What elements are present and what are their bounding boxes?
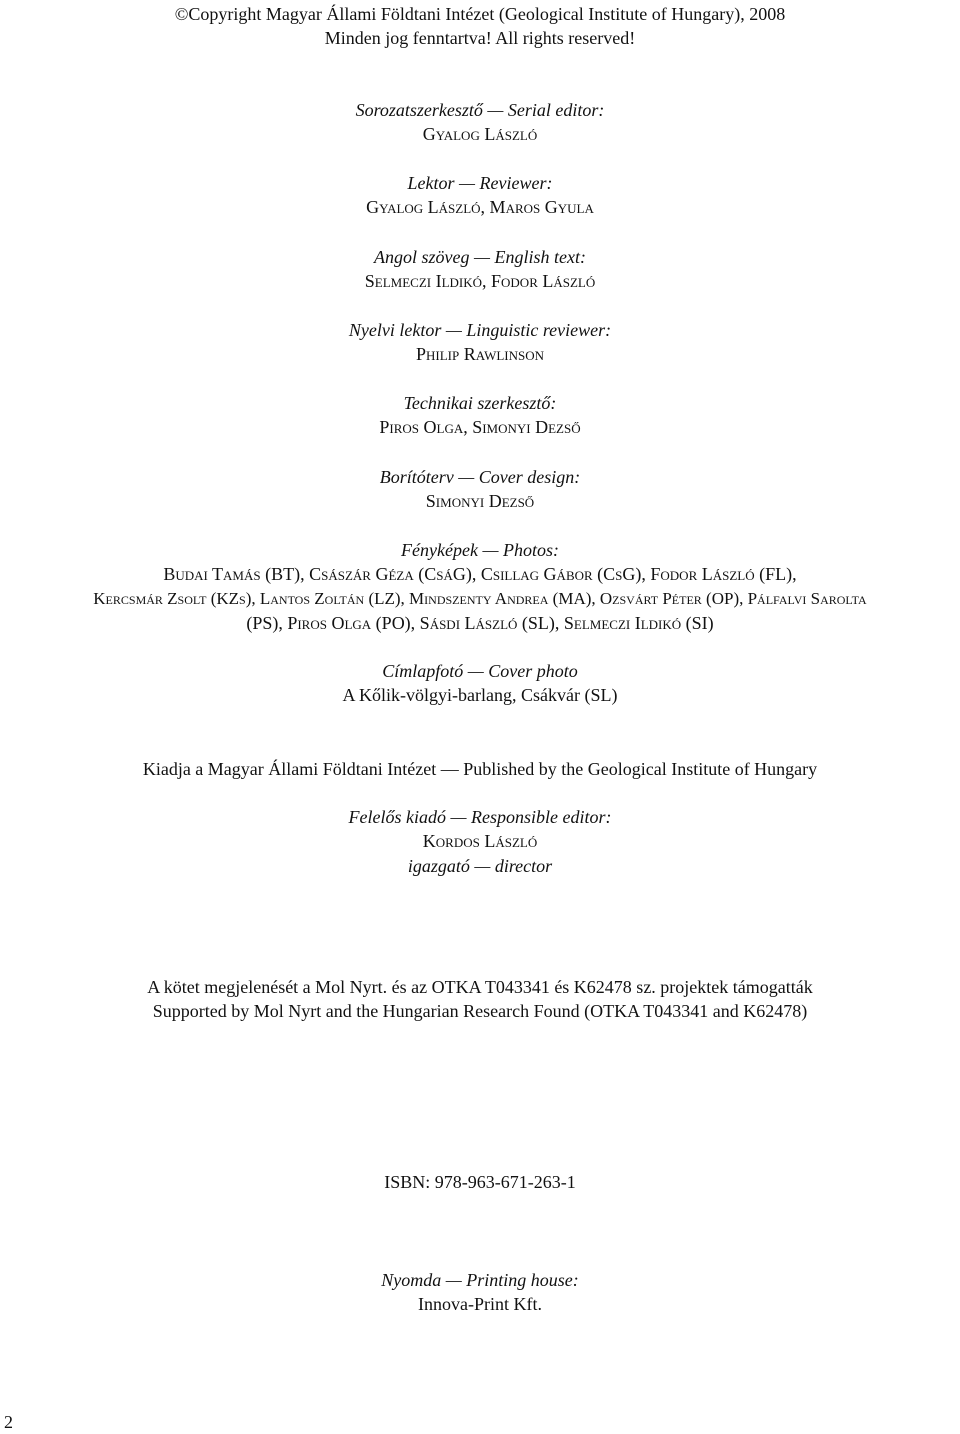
serial-editor-names: Gyalog László xyxy=(422,124,538,144)
english-text-role: Angol szöveg — English text: xyxy=(374,247,586,267)
cover-design-names: Simonyi Dezső xyxy=(425,491,535,511)
photos-names-line-3: (PS), Piros Olga (PO), Sásdi László (SL), Selmeczi Ildikó (SI) xyxy=(246,613,714,633)
photos-names-line-2: Kercsmár Zsolt (KZs), Lantos Zoltán (LZ), Mindszenty Andrea (MA), Ozsvárt Péter (OP), Pálfalvi Sarolta xyxy=(93,589,867,608)
technical-editor-names: Piros Olga, Simonyi Dezső xyxy=(379,417,581,437)
copyright-line-2: Minden jog fenntartva! All rights reserved! xyxy=(324,28,636,48)
printing-house-name: Innova-Print Kft. xyxy=(418,1294,542,1314)
linguistic-reviewer-role: Nyelvi lektor — Linguistic reviewer: xyxy=(348,320,612,340)
photos-role: Fényképek — Photos: xyxy=(401,540,559,560)
responsible-editor-name: Kordos László xyxy=(422,831,538,851)
page-number: 2 xyxy=(4,1412,13,1432)
publisher-line: Kiadja a Magyar Állami Földtani Intézet — Published by the Geological Institute of Hungary xyxy=(142,759,818,779)
responsible-editor-title: igazgató — director xyxy=(407,856,553,876)
linguistic-reviewer-names: Philip Rawlinson xyxy=(415,344,544,364)
printing-house-role: Nyomda — Printing house: xyxy=(381,1270,579,1290)
reviewer-names: Gyalog László, Maros Gyula xyxy=(366,197,594,217)
support-line-1: A kötet megjelenését a Mol Nyrt. és az OTKA T043341 és K62478 sz. projektek támogatták xyxy=(147,977,813,997)
cover-photo-caption: A Kőlik-völgyi-barlang, Csákvár (SL) xyxy=(342,685,618,705)
cover-photo-role: Címlapfotó — Cover photo xyxy=(382,661,578,681)
cover-design-role: Borítóterv — Cover design: xyxy=(379,467,581,487)
technical-editor-role: Technikai szerkesztő: xyxy=(403,393,557,413)
isbn: ISBN: 978-963-671-263-1 xyxy=(384,1172,576,1192)
photos-names-line-1: Budai Tamás (BT), Császár Géza (CsáG), Csillag Gábor (CsG), Fodor László (FL), xyxy=(163,564,797,584)
reviewer-role: Lektor — Reviewer: xyxy=(407,173,553,193)
support-line-2: Supported by Mol Nyrt and the Hungarian Research Found (OTKA T043341 and K62478) xyxy=(152,1001,808,1021)
serial-editor-role: Sorozatszerkesztő — Serial editor: xyxy=(355,100,605,120)
english-text-names: Selmeczi Ildikó, Fodor László xyxy=(364,271,596,291)
responsible-editor-role: Felelős kiadó — Responsible editor: xyxy=(348,807,612,827)
copyright-line-1: ©Copyright Magyar Állami Földtani Intézet (Geological Institute of Hungary), 2008 xyxy=(174,4,786,24)
